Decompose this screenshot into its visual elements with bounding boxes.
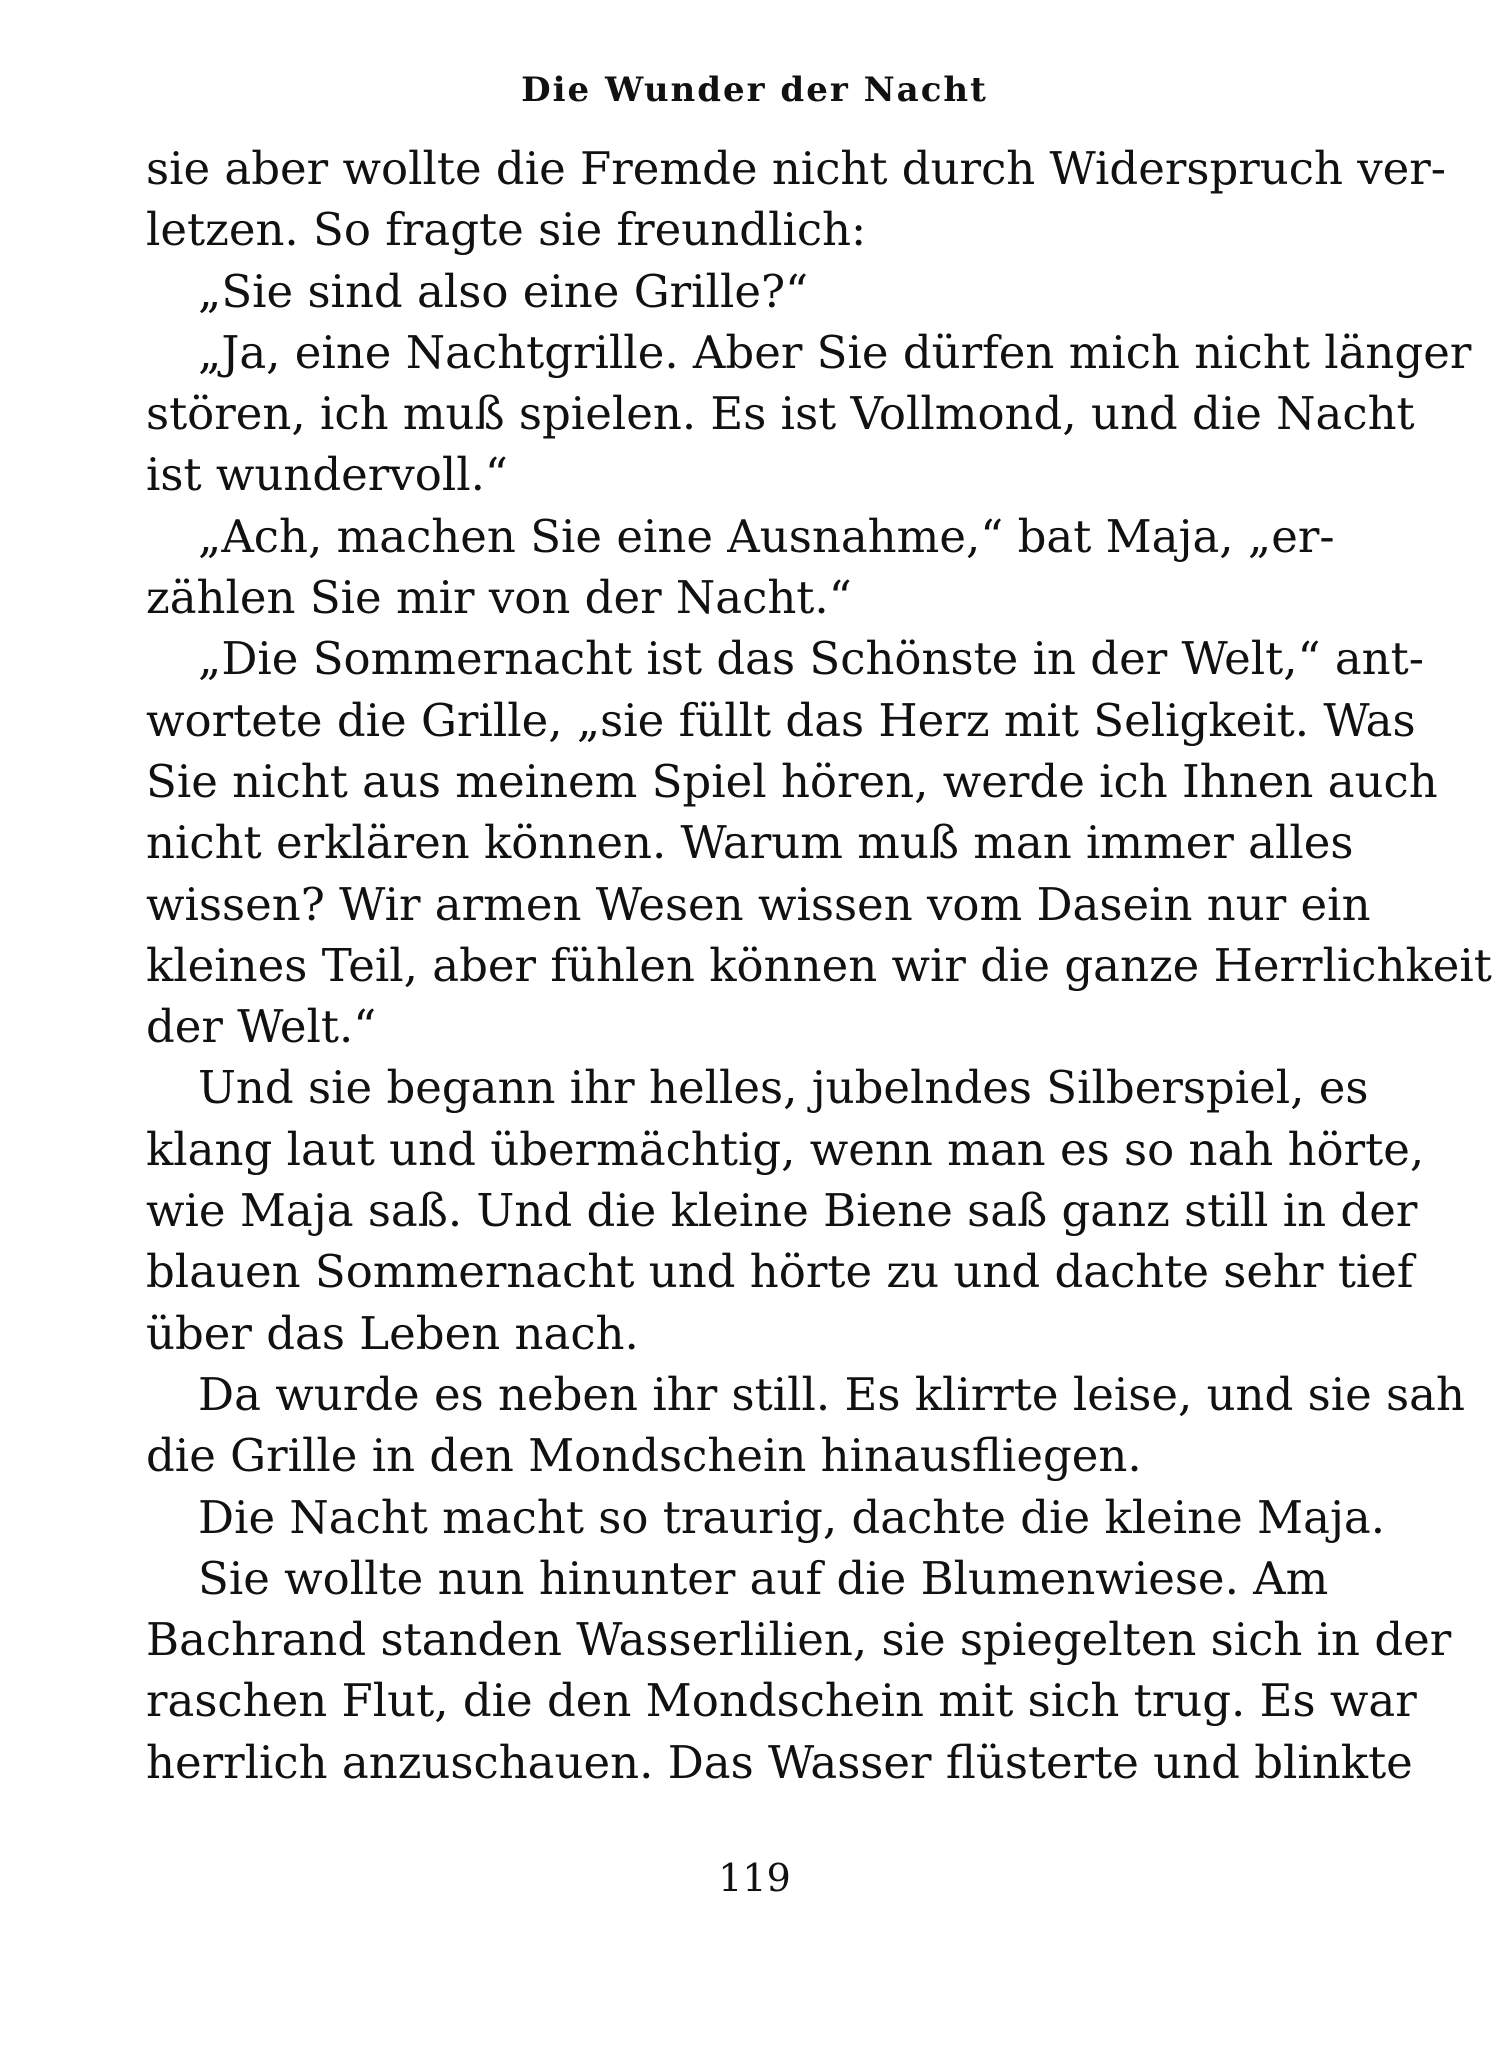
- text-line: über das Leben nach.: [146, 1306, 639, 1360]
- text-line: Sie nicht aus meinem Spiel hören, werde ich Ihnen auch: [146, 754, 1438, 808]
- text-line: kleines Teil, aber fühlen können wir die ganze Herrlichkeit: [146, 938, 1492, 992]
- text-line: raschen Flut, die den Mondschein mit sich trug. Es war: [146, 1674, 1417, 1728]
- text-line: blauen Sommernacht und hörte zu und dachte sehr tief: [146, 1245, 1414, 1299]
- text-line: herrlich anzuschauen. Das Wasser flüsterte und blinkte: [146, 1735, 1413, 1789]
- page-number: 119: [718, 1856, 791, 1900]
- text-line: Die Nacht macht so traurig, dachte die kleine Maja.: [198, 1490, 1386, 1544]
- text-line: „Sie sind also eine Grille?“: [198, 264, 809, 318]
- text-line: zählen Sie mir von der Nacht.“: [146, 571, 852, 625]
- text-line: „Ach, machen Sie eine Ausnahme,“ bat Maja, „er-: [198, 509, 1335, 563]
- text-line: letzen. So fragte sie freundlich:: [146, 203, 867, 257]
- text-line: klang laut und übermächtig, wenn man es so nah hörte,: [146, 1122, 1425, 1176]
- text-line: sie aber wollte die Fremde nicht durch Widerspruch ver-: [146, 142, 1447, 195]
- text-line: stören, ich muß spielen. Es ist Vollmond, und die Nacht: [146, 387, 1415, 441]
- text-line: Und sie begann ihr helles, jubelndes Silberspiel, es: [198, 1061, 1369, 1115]
- body-text: [146, 138, 1492, 1793]
- text-line: der Welt.“: [146, 1000, 377, 1054]
- text-line: „Ja, eine Nachtgrille. Aber Sie dürfen mich nicht länger: [198, 325, 1472, 379]
- text-line: Da wurde es neben ihr still. Es klirrte leise, und sie sah: [198, 1367, 1465, 1421]
- text-line: die Grille in den Mondschein hinausfliegen.: [146, 1429, 1142, 1483]
- text-line: „Die Sommernacht ist das Schönste in der Welt,“ ant-: [198, 632, 1424, 686]
- text-line: ist wundervoll.“: [146, 448, 508, 502]
- text-line: Sie wollte nun hinunter auf die Blumenwiese. Am: [198, 1551, 1329, 1605]
- text-line: nicht erklären können. Warum muß man immer alles: [146, 816, 1354, 870]
- text-line: wissen? Wir armen Wesen wissen vom Dasein nur ein: [146, 877, 1371, 931]
- text-line: wortete die Grille, „sie füllt das Herz mit Seligkeit. Was: [146, 693, 1416, 747]
- text-line: wie Maja saß. Und die kleine Biene saß ganz still in der: [146, 1184, 1418, 1238]
- running-head: Die Wunder der Nacht: [521, 70, 988, 110]
- text-line: Bachrand standen Wasserlilien, sie spiegelten sich in der: [146, 1613, 1452, 1667]
